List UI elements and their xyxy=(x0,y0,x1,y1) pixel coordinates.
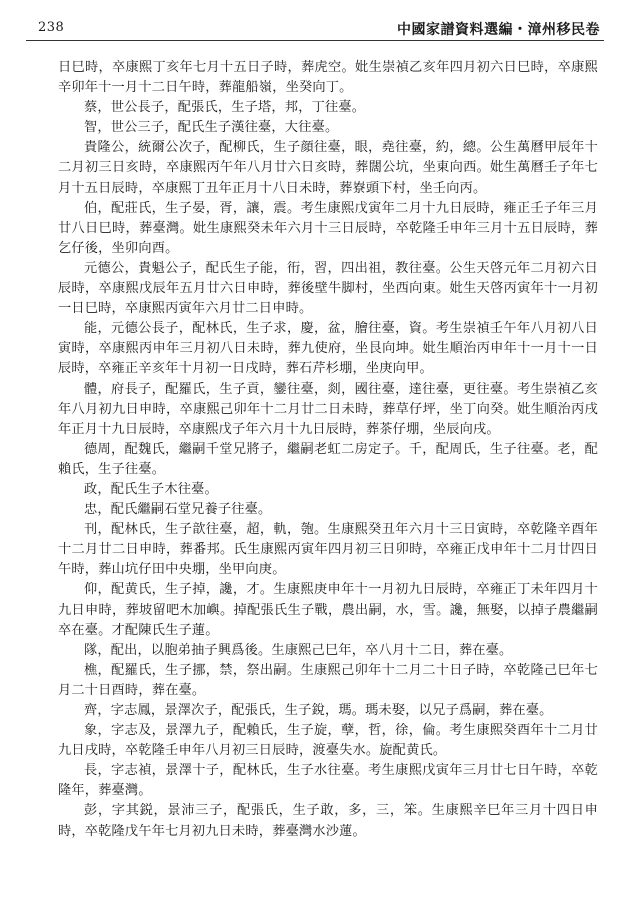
paragraph: 蔡，世公長子，配張氏，生子塔，邦，丁往臺。 xyxy=(84,100,366,116)
paragraph: 智，世公三子，配氏生子漢往臺，大往臺。 xyxy=(84,120,339,136)
paragraph: 貴隆公，統爾公次子，配柳氏，生子顔往臺，眼，堯往臺，約，總。公生萬曆甲辰年十二月初三日亥時，卒康熙丙午年八月廿六日亥時，葬闊公坑，坐東向西。妣生萬曆壬子年七月十五日辰時，卒康熙丁丑年正月十八日未時，葬嶚頭下村，坐壬向丙。 xyxy=(58,140,598,196)
paragraph: 長，字志禎，景澤十子，配林氏，生子水往臺。考生康熙戊寅年三月廿七日午時，卒乾隆年，葬臺灣。 xyxy=(58,763,598,799)
page-number: 238 xyxy=(38,20,65,35)
paragraph: 日巳時，卒康熙丁亥年七月十五日子時，葬虎空。妣生崇禎乙亥年四月初六日巳時，卒康熙辛卯年十一月十二日午時，葬龍船嶺，坐癸向丁。 xyxy=(58,60,598,96)
paragraph: 刊，配林氏，生子歆往臺，超，軌，匏。生康熙癸丑年六月十三日寅時，卒乾隆辛酉年十二月廿二日申時，葬番邦。氏生康熙丙寅年四月初三日卯時，卒雍正戊申年十二月廿四日午時，葬山坑仔田中央堋，坐甲向庚。 xyxy=(58,522,598,578)
paragraph: 隊，配出，以胞弟抽子興爲後。生康熙己巳年，卒八月十二日，葬在臺。 xyxy=(84,642,513,658)
running-title: 中國家譜資料選編・漳州移民卷 xyxy=(397,22,600,38)
body-text xyxy=(58,58,598,842)
paragraph: 能，元德公長子，配林氏，生子求，慶，盆，膾往臺，資。考生崇禎壬午年八月初八日寅時，卒康熙丙申年三月初八日未時，葬九使府，坐艮向坤。妣生順治丙申年十一月十一日辰時，卒雍正辛亥年十月初一日戌時，葬石芹杉堋，坐庚向甲。 xyxy=(58,321,598,377)
paragraph: 德周，配魏氏，繼嗣千堂兄將子，繼嗣老虹二房定子。千，配周氏，生子往臺。老，配賴氏，生子往臺。 xyxy=(58,441,598,477)
paragraph: 仰，配黄氏，生子掉，讒，才。生康熙庚申年十一月初九日辰時，卒雍正丁未年四月十九日申時，葬坡留吧木加嶼。掉配張氏生子戰，農出嗣，水，雪。讒，無娶，以掉子農繼嗣卒在臺。才配陳氏生子蓮。 xyxy=(58,582,598,638)
paragraph: 樵，配羅氏，生子挪，禁，祭出嗣。生康熙己卯年十二月二十日子時，卒乾隆己巳年七月二十日酉時，葬在臺。 xyxy=(58,662,598,698)
paragraph: 忠，配氏繼嗣石堂兄養子往臺。 xyxy=(84,502,272,518)
paragraph: 象，字志及，景澤九子，配賴氏，生子旋，孽，哲，徐，倫。考生康熙癸酉年十二月廿九日戌時，卒乾隆壬申年八月初三日辰時，渡臺失水。旋配黄氏。 xyxy=(58,723,598,759)
paragraph: 齊，字志鳳，景澤次子，配張氏，生子銳，瑪。瑪未娶，以兄子爲嗣，葬在臺。 xyxy=(84,703,553,718)
paragraph: 伯，配莊氏，生子晏，胥，讓，震。考生康熙戊寅年二月十九日辰時，雍正壬子年三月廿八日巳時，葬臺灣。妣生康熙癸未年六月十三日辰時，卒乾隆壬申年三月十五日辰時，葬乞仔後，坐卯向酉。 xyxy=(58,200,598,256)
paragraph: 彭，字其鋭，景沛三子，配張氏，生子敢，多，三，笨。生康熙辛巳年三月十四日申時，卒乾隆戊午年七月初九日未時，葬臺灣水沙蓮。 xyxy=(58,803,598,839)
paragraph: 元德公，貴魁公子，配氏生子能，衎，習，四出祖，教往臺。公生天啓元年二月初六日辰時，卒康熙戊辰年五月廿六日申時，葬後壁牛脚村，坐西向東。妣生天啓丙寅年十一月初一日巳時，卒康熙丙寅年六月廿二日申時。 xyxy=(58,260,598,317)
paragraph: 政，配氏生子木往臺。 xyxy=(84,481,218,497)
paragraph: 體，府長子，配羅氏，生子貢，鑾往臺，剡，國往臺，達往臺，更往臺。考生崇禎乙亥年八月初九日申時，卒康熙己卯年十二月廿二日未時，葬草仔坪，坐丁向癸。妣生順治丙戌年正月十九日辰時，卒康熙戊子年六月十九日辰時，葬茶仔堋，坐辰向戌。 xyxy=(58,381,598,437)
page-header xyxy=(26,18,604,41)
